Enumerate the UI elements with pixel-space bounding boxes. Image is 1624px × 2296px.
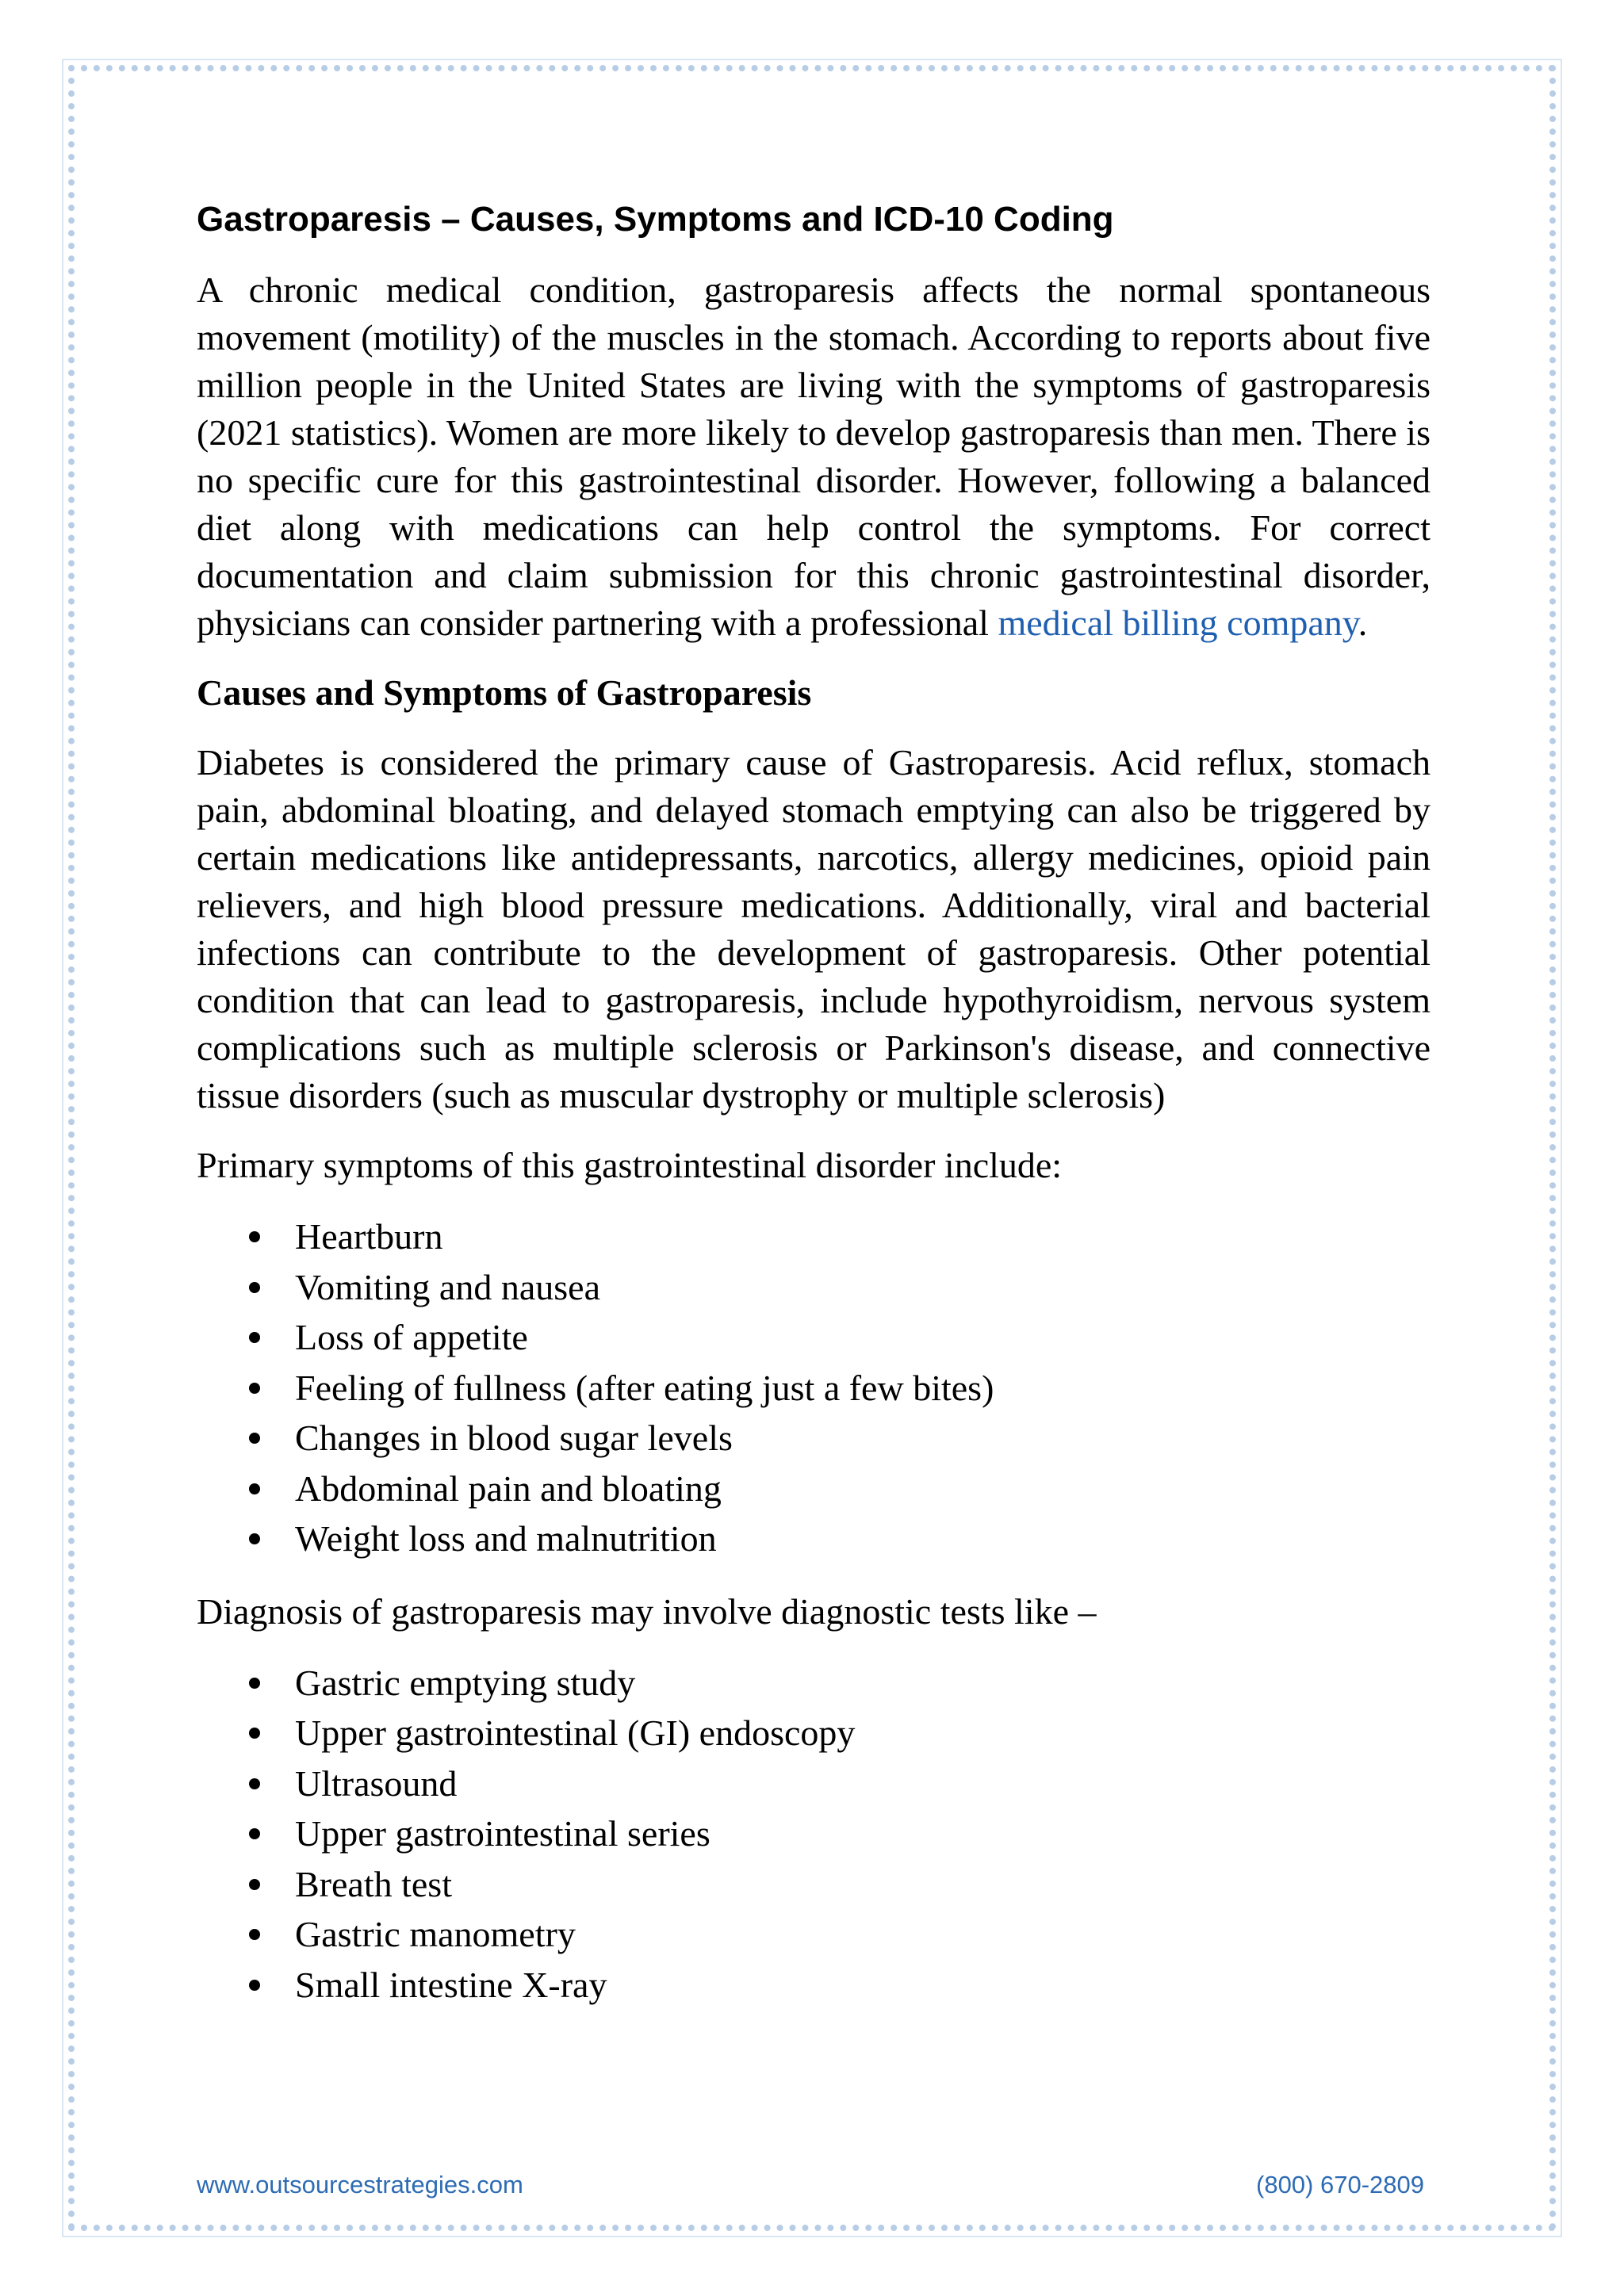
bullet-icon <box>249 1929 260 1940</box>
bullet-icon <box>249 1483 260 1494</box>
list-item <box>197 1859 1431 1910</box>
list-item <box>197 1808 1431 1859</box>
diagnosis-list <box>197 1658 1431 2011</box>
bullet-icon <box>249 1828 260 1839</box>
diagnosis-text: Small intestine X-ray <box>295 1964 607 2005</box>
intro-paragraph <box>197 266 1431 647</box>
symptom-text: Loss of appetite <box>295 1317 528 1357</box>
symptom-text: Changes in blood sugar levels <box>295 1418 733 1458</box>
intro-trailing: . <box>1358 603 1368 643</box>
bullet-icon <box>249 1533 260 1544</box>
bullet-icon <box>249 1332 260 1343</box>
bullet-icon <box>249 1282 260 1293</box>
bullet-icon <box>249 1728 260 1739</box>
footer-website-link[interactable]: www.outsourcestrategies.com <box>197 2171 523 2198</box>
bullet-icon <box>249 1980 260 1991</box>
footer-phone: (800) 670-2809 <box>1256 2171 1424 2198</box>
intro-text: A chronic medical condition, gastroparesis affects the normal spontaneous movement (motility) of the muscles in the stomach. According to reports about five million people in the United States are living with the symptoms of gastroparesis (2021 statistics). Women are more likely to develop gastroparesis than men. There is no specific cure for this gastrointestinal disorder. However, following a balanced diet along with medications can help control the symptoms. For correct documentation and claim submission for this chronic gastrointestinal disorder, physicians can consider partnering with a professional <box>197 270 1431 643</box>
list-item <box>197 1312 1431 1363</box>
symptom-text: Vomiting and nausea <box>295 1266 600 1307</box>
symptom-text: Heartburn <box>295 1216 443 1257</box>
bullet-icon <box>249 1231 260 1242</box>
section-heading-causes: Causes and Symptoms of Gastroparesis <box>197 672 812 713</box>
diagnosis-text: Ultrasound <box>295 1762 458 1804</box>
symptom-text: Weight loss and malnutrition <box>295 1518 717 1559</box>
page-title: Gastroparesis – Causes, Symptoms and ICD-10 Coding <box>197 200 1114 239</box>
symptoms-list <box>197 1211 1431 1564</box>
bullet-icon <box>249 1778 260 1789</box>
list-item <box>197 1211 1431 1262</box>
list-item <box>197 1262 1431 1313</box>
diagnosis-text: Upper gastrointestinal (GI) endoscopy <box>295 1712 856 1753</box>
symptoms-intro: Primary symptoms of this gastrointestinal disorder include: <box>197 1145 1063 1185</box>
bullet-icon <box>249 1678 260 1689</box>
list-item <box>197 1363 1431 1414</box>
list-item <box>197 1464 1431 1514</box>
diagnosis-text: Breath test <box>295 1863 452 1904</box>
diagnosis-intro: Diagnosis of gastroparesis may involve diagnostic tests like – <box>197 1590 1097 1632</box>
bullet-icon <box>249 1879 260 1890</box>
list-item <box>197 1413 1431 1464</box>
list-item <box>197 1708 1431 1758</box>
causes-paragraph: Diabetes is considered the primary cause of Gastroparesis. Acid reflux, stomach pain, abdominal bloating, and delayed stomach emptying can also be triggered by certain medications like antidepressants, narcotics, allergy medicines, opioid pain relievers, and high blood pressure medications. Additionally, viral and bacterial infections can contribute to the development of gastroparesis. Other potential condition that can lead to gastroparesis, include hypothyroidism, nervous system complications such as multiple sclerosis or Parkinson's disease, and connective tissue disorders (such as muscular dystrophy or multiple sclerosis) <box>197 742 1431 1115</box>
list-item <box>197 1960 1431 2011</box>
diagnosis-text: Upper gastrointestinal series <box>295 1813 710 1854</box>
bullet-icon <box>249 1383 260 1394</box>
medical-billing-link[interactable]: medical billing company <box>998 603 1358 643</box>
list-item <box>197 1758 1431 1809</box>
symptom-text: Feeling of fullness (after eating just a few bites) <box>295 1367 994 1408</box>
bullet-icon <box>249 1433 260 1444</box>
list-item <box>197 1513 1431 1564</box>
list-item <box>197 1909 1431 1960</box>
diagnosis-text: Gastric emptying study <box>295 1662 636 1703</box>
symptom-text: Abdominal pain and bloating <box>295 1468 722 1509</box>
diagnosis-text: Gastric manometry <box>295 1914 576 1954</box>
list-item <box>197 1658 1431 1709</box>
document-body <box>197 195 1431 2034</box>
